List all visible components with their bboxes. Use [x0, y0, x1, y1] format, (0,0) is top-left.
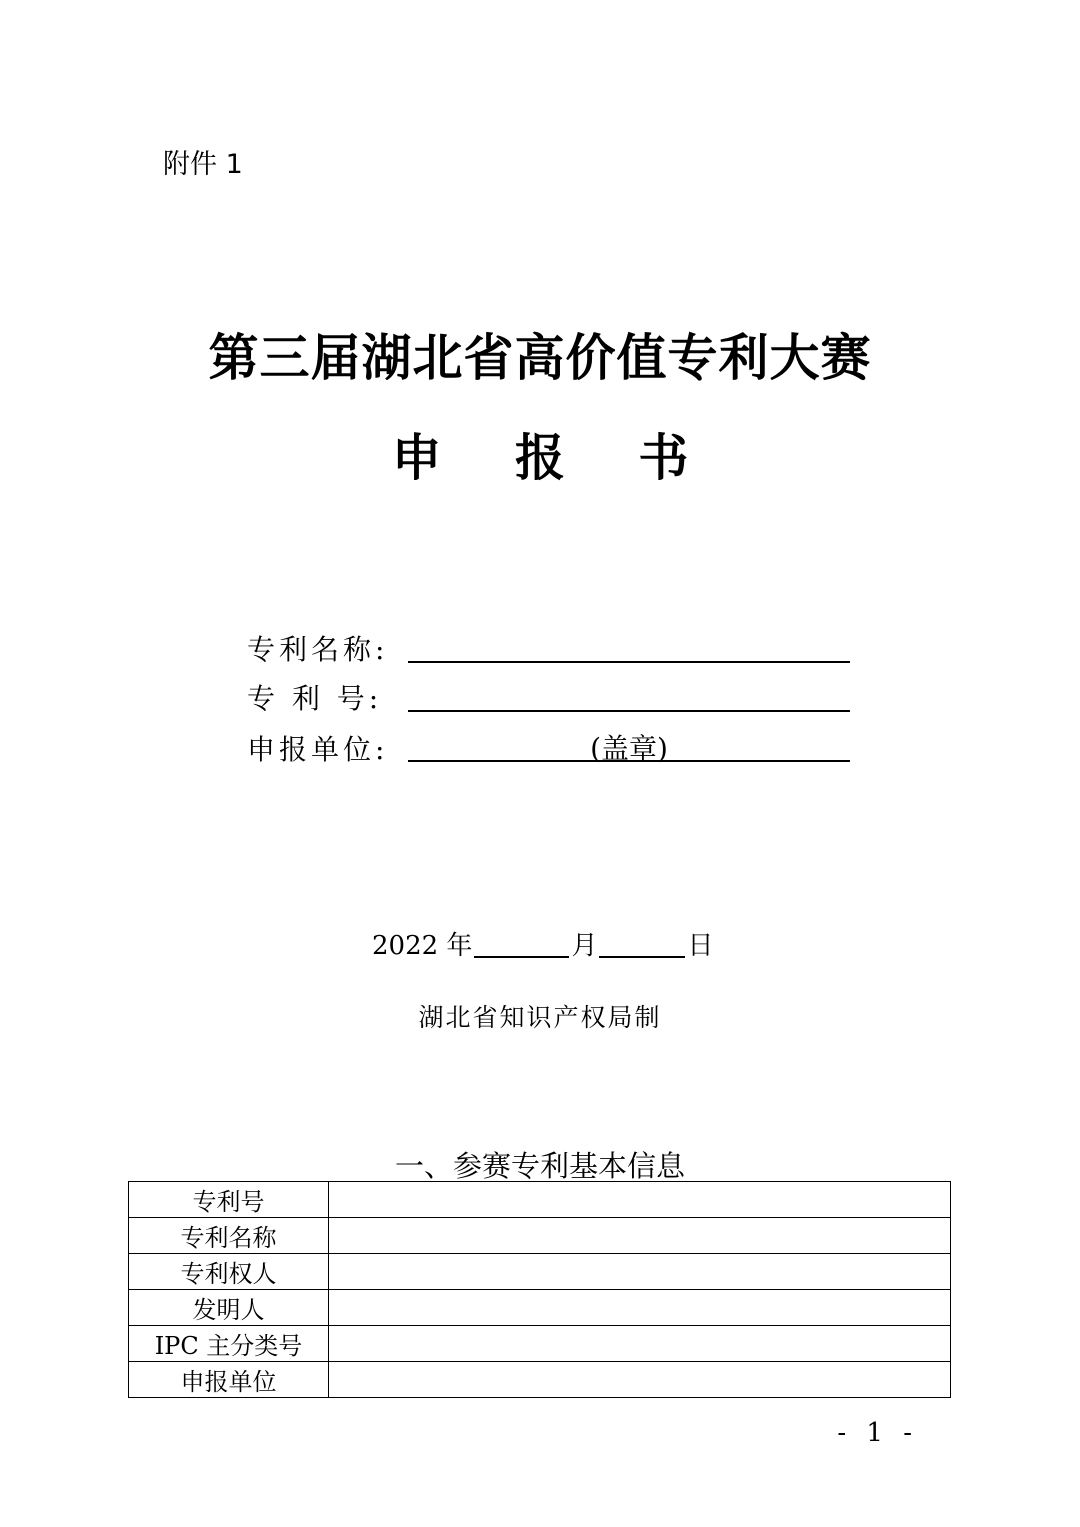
stamp-note: (盖章): [590, 732, 668, 765]
applicant-unit-label: 申报单位:: [247, 733, 389, 766]
patent-number-label: 专 利 号:: [247, 682, 383, 715]
patent-name-label: 专利名称:: [247, 633, 389, 666]
issuer: 湖北省知识产权局制: [418, 1003, 662, 1032]
document-title: 第三届湖北省高价值专利大赛: [208, 328, 872, 387]
row-label: 专利号: [129, 1182, 329, 1218]
patent-number-field[interactable]: [408, 710, 850, 712]
patent-name-field[interactable]: [408, 661, 850, 663]
month-field[interactable]: [474, 956, 569, 958]
subtitle-char-1: 申: [391, 428, 442, 487]
day-field[interactable]: [599, 956, 685, 958]
row-label: 专利名称: [129, 1218, 329, 1254]
section-title: 一、参赛专利基本信息: [394, 1149, 685, 1183]
date-row: [372, 925, 713, 962]
row-label: 专利权人: [129, 1254, 329, 1290]
row-value-cell[interactable]: [329, 1218, 951, 1254]
table-row: [129, 1254, 951, 1290]
table-row: [129, 1326, 951, 1362]
row-value-cell[interactable]: [329, 1362, 951, 1398]
row-value-cell[interactable]: [329, 1290, 951, 1326]
table-row: [129, 1218, 951, 1254]
table-row: [129, 1290, 951, 1326]
row-label: 申报单位: [129, 1362, 329, 1398]
date-month: 月: [571, 931, 598, 961]
date-year: 2022 年: [372, 931, 473, 961]
row-value-cell[interactable]: [329, 1254, 951, 1290]
table-row: [129, 1182, 951, 1218]
patent-info-table: [128, 1181, 951, 1398]
row-value-cell[interactable]: [329, 1182, 951, 1218]
subtitle-char-2: 报: [515, 428, 565, 487]
date-day: 日: [687, 931, 714, 961]
attachment-label: 附件 1: [163, 149, 243, 180]
row-value-cell[interactable]: [329, 1326, 951, 1362]
applicant-unit-field[interactable]: [408, 760, 850, 762]
table-row: [129, 1362, 951, 1398]
row-label: IPC 主分类号: [129, 1326, 329, 1362]
document-subtitle: [0, 418, 1080, 490]
page-number: - 1 -: [837, 1418, 918, 1448]
row-label: 发明人: [129, 1290, 329, 1326]
subtitle-char-3: 书: [638, 428, 689, 487]
